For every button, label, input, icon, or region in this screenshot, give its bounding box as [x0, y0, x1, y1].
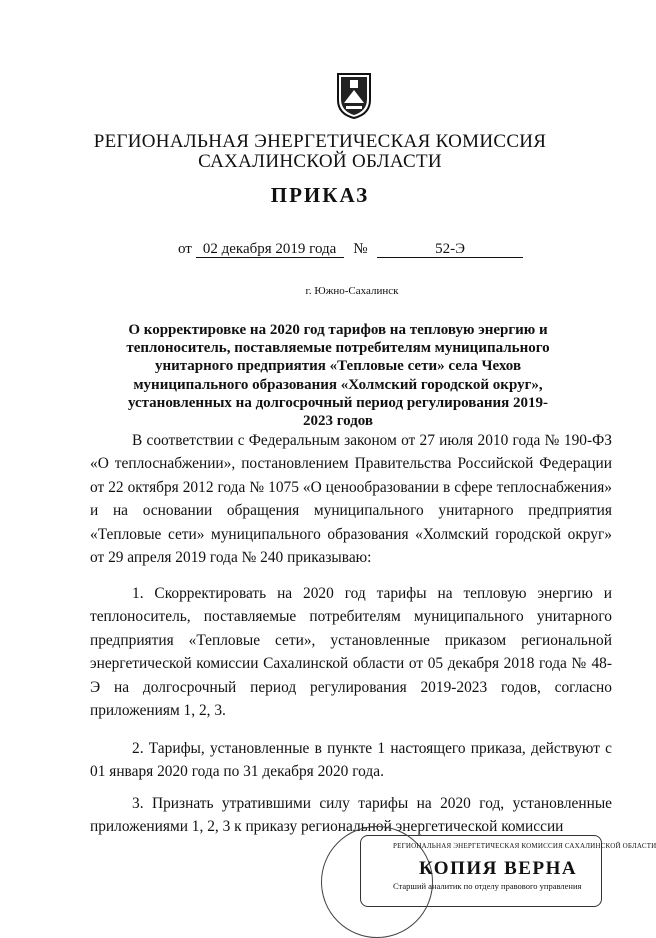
document-number: 52-Э [377, 241, 523, 258]
stamp-title: КОПИЯ ВЕРНА [419, 858, 578, 879]
city-label: г. Южно-Сахалинск [305, 285, 399, 297]
body-item-1: 1. Скорректировать на 2020 год тарифы на тепловую энергию и теплоноситель, поставляемые потребителям муниципального унитарного предприятия «Тепловые сети», установленные приказом региональной энергетической комиссии Сахалинской области от 05 декабря 2018 года № 48-Э на долгосрочный период регулирования 2019-2023 годов, согласно приложениям 1, 2, 3. [90, 585, 612, 720]
coat-of-arms-icon [334, 70, 374, 120]
date-number-line [178, 241, 523, 258]
stamp-organization: РЕГИОНАЛЬНАЯ ЭНЕРГЕТИЧЕСКАЯ КОМИССИЯ САХАЛИНСКОЙ ОБЛАСТИ [393, 842, 656, 850]
number-sign: № [353, 241, 368, 257]
organization-name-line1: РЕГИОНАЛЬНАЯ ЭНЕРГЕТИЧЕСКАЯ КОМИССИЯ [93, 131, 547, 152]
document-date: 02 декабря 2019 года [196, 241, 344, 258]
body-item-3: 3. Признать утратившими силу тарифы на 2020 год, установленные приложениями 1, 2, 3 к приказу региональной энергетической комиссии [90, 795, 612, 836]
date-prefix: от [178, 241, 192, 257]
document-type-title: ПРИКАЗ [270, 183, 370, 207]
body-item-2: 2. Тарифы, установленные в пункте 1 настоящего приказа, действуют с 01 января 2020 года по 31 декабря 2020 года. [90, 740, 612, 781]
organization-name-line2: САХАЛИНСКОЙ ОБЛАСТИ [198, 151, 442, 172]
body-intro-paragraph: В соответствии с Федеральным законом от 27 июля 2010 года № 190-ФЗ «О теплоснабжении», постановлением Правительства Российской Федерации от 22 октября 2012 года № 1075 «О ценообразовании в сфере теплоснабжения» и на основании обращения муниципального унитарного предприятия «Тепловые сети» муниципального образования «Холмский городской округ» от 29 апреля 2019 года № 240 приказываю: [90, 432, 612, 567]
certified-copy-stamp [360, 835, 656, 907]
stamp-signatory: Старший аналитик по отделу правового управления [393, 881, 582, 891]
document-subject: О корректировке на 2020 год тарифов на тепловую энергию и теплоноситель, поставляемые потребителям муниципального унитарного предприятия «Тепловые сети» села Чехов муниципального образования «Холмский городской округ», установленных на долгосрочный период регулирования 2019-2023 годов [126, 322, 550, 430]
